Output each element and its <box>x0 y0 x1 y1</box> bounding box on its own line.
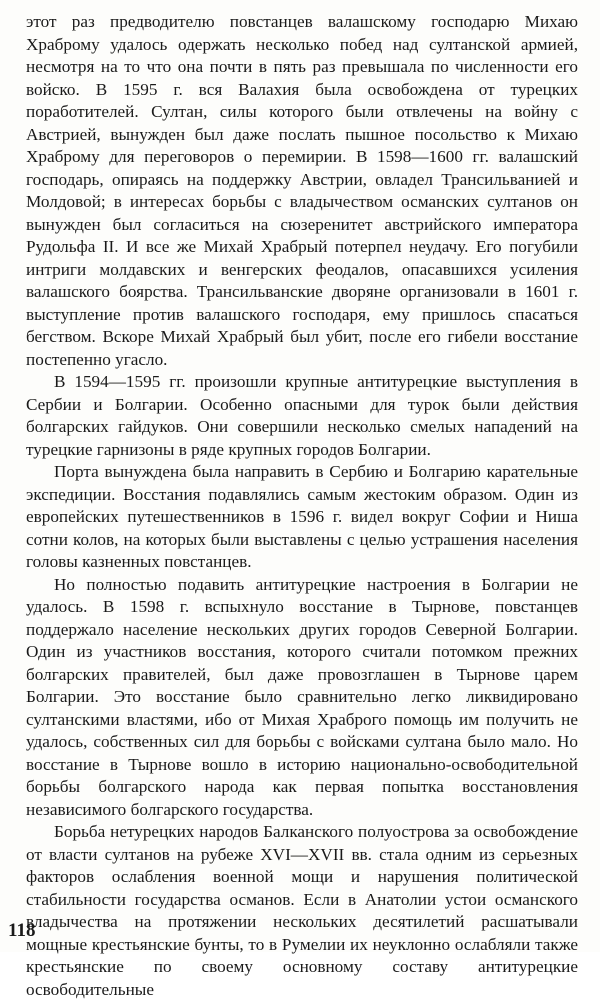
paragraph-punitive-expeditions: Порта вынуждена была направить в Сербию и Болгарию карательные экспедиции. Восстания подавлялись самым жестоким образом. Один из европейских путешественников в 1596 г. видел вокруг Софии и Ниша сотни колов, на которых были выставлены с целью устрашения населения головы казненных повстанцев. <box>26 462 578 571</box>
paragraph-serbia-bulgaria: В 1594—1595 гг. произошли крупные антитурецкие выступления в Сербии и Болгарии. Особенно опасными для турок были действия болгарских гайдуков. Они совершили несколько смелых нападений на турецкие гарнизоны в ряде крупных городов Болгарии. <box>26 372 578 459</box>
paragraph-wallachia: этот раз предводителю повстанцев валашскому господарю Михаю Храброму удалось одержать несколько побед над султанской армией, несмотря на то что она почти в пять раз превышала по численности его войско. В 1595 г. вся Валахия была освобождена от турецких поработителей. Султан, силы которого были отвлечены на войну с Австрией, вынужден был даже послать пышное посольство к Михаю Храброму для переговоров о перемирии. В 1598—1600 гг. валашский господарь, опираясь на поддержку Австрии, овладел Трансильванией и Молдовой; в интересах борьбы с владычеством османских султанов он вынужден был согласиться на сюзеренитет австрийского императора Рудольфа II. И все же Михай Храбрый потерпел неудачу. Его погубили интриги молдавских и венгерских феодалов, опасавшихся усиления валашского боярства. Трансильванские дворяне организовали в 1601 г. выступление против валашского господаря, ему пришлось спасаться бегством. Вскоре Михай Храбрый был убит, после его гибели восстание постепенно угасло. <box>26 12 578 369</box>
paragraph-tarnovo-uprising: Но полностью подавить антитурецкие настроения в Болгарии не удалось. В 1598 г. вспыхнуло восстание в Тырнове, повстанцев поддержало население нескольких других городов Северной Болгарии. Один из участников восстания, которого считали потомком прежних болгарских правителей, был даже провозглашен в Тырнове царем Болгарии. Это восстание было сравнительно легко ликвидировано султанскими властями, ибо от Михая Храброго помощь им получить не удалось, собственных сил для борьбы с войсками султана было мало. Но восстание в Тырнове вошло в историю национально-освободительной борьбы болгарского народа как первая попытка восстановления независимого болгарского государства. <box>26 574 578 819</box>
paragraph-balkan-struggle: Борьба нетурецких народов Балканского полуострова за освобождение от власти султанов на рубеже XVI—XVII вв. стала одним из серьезных факторов ослабления военной мощи и нарушения политической стабильности государства османов. Если в Анатолии устои османского владычества на протяжении нескольких десятилетий расшатывали мощные крестьянские бунты, то в Румелии их неуклонно ослабляли также крестьянские по своему основному составу антитурецкие освободительные <box>26 822 578 999</box>
body-text <box>26 11 578 1001</box>
page-number: 118 <box>8 920 36 941</box>
